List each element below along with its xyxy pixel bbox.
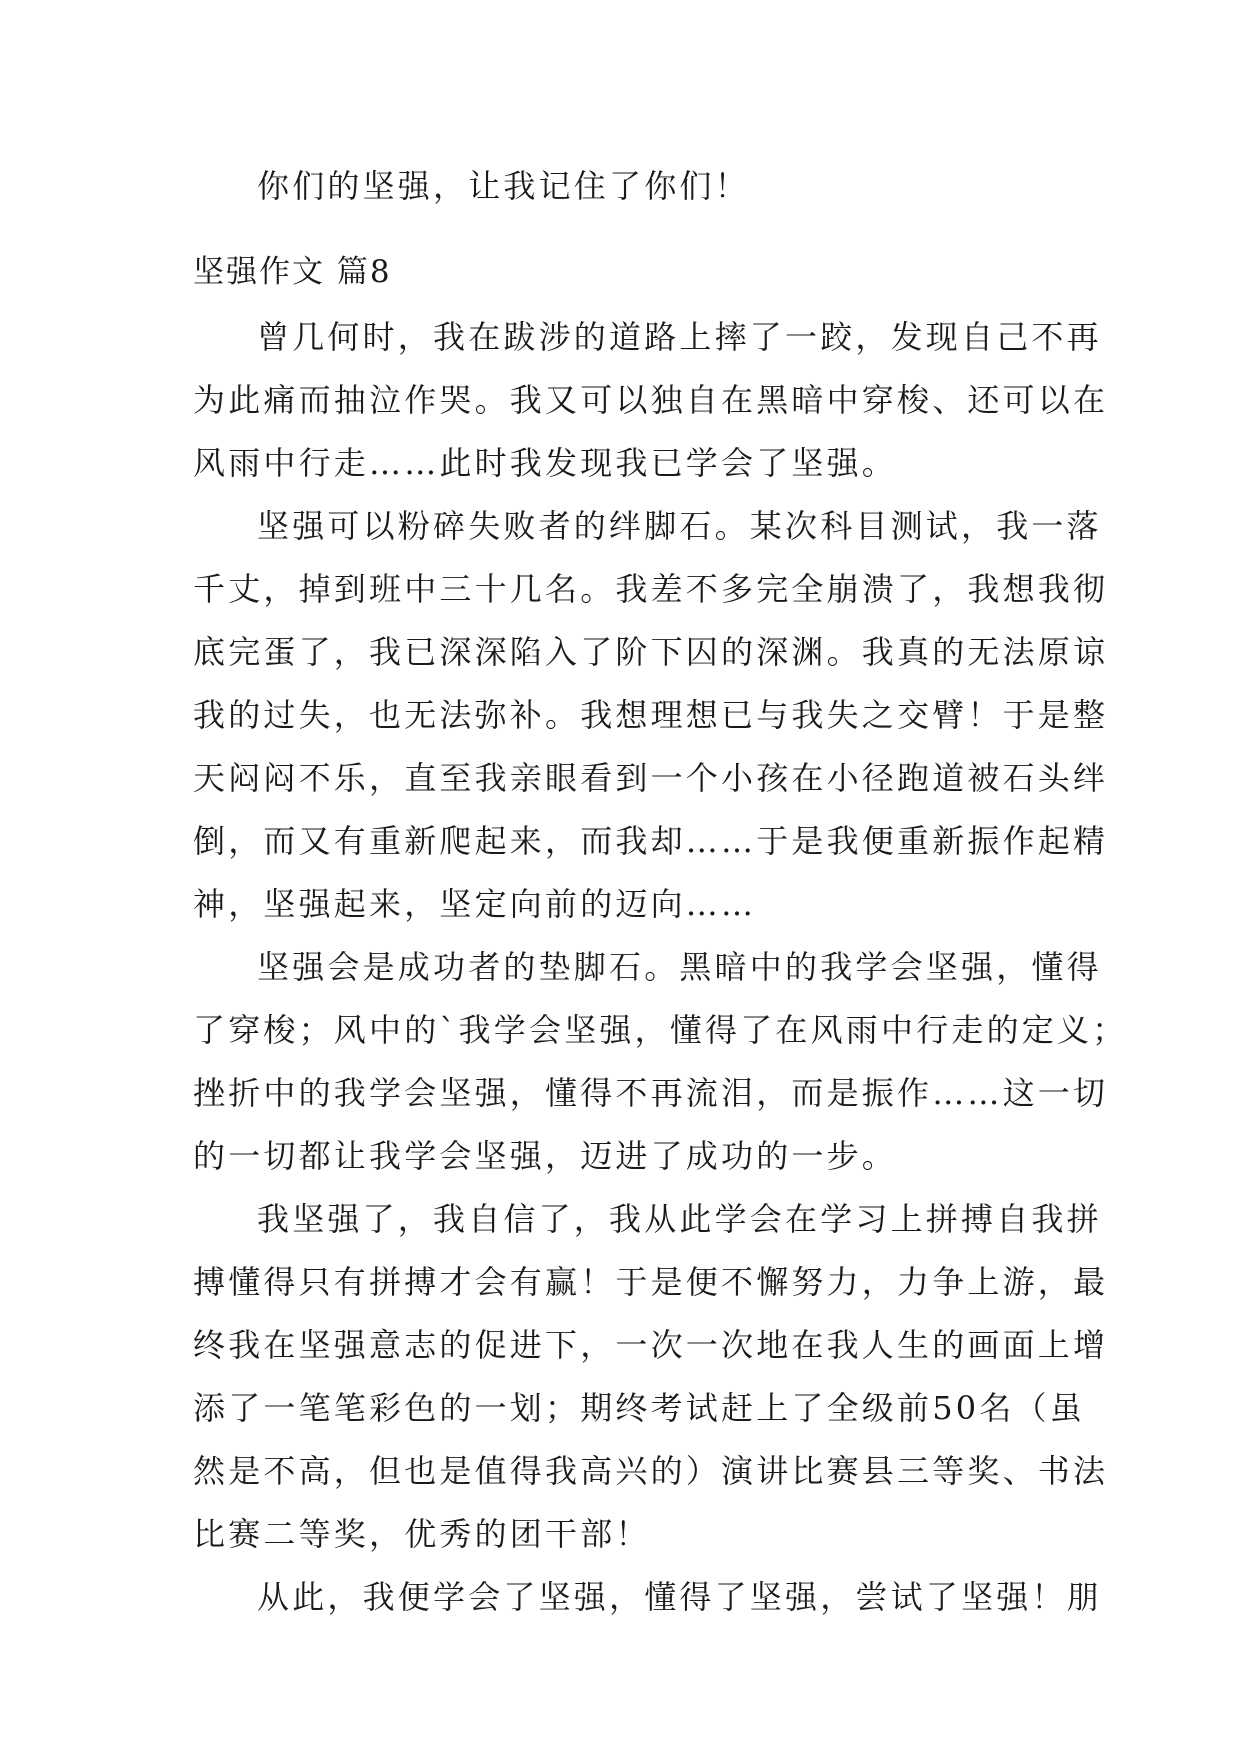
text-line: 天闷闷不乐，直至我亲眼看到一个小孩在小径跑道被石头绊 <box>193 759 1109 797</box>
text-line: 倒，而又有重新爬起来，而我却……于是我便重新振作起精 <box>193 822 1109 860</box>
text-line: 为此痛而抽泣作哭。我又可以独自在黑暗中穿梭、还可以在 <box>193 381 1109 419</box>
text-line: 坚强会是成功者的垫脚石。黑暗中的我学会坚强，懂得 <box>257 948 1102 986</box>
text-line: 添了一笔笔彩色的一划；期终考试赶上了全级前50名（虽 <box>193 1389 1085 1427</box>
text-line: 比赛二等奖，优秀的团干部！ <box>193 1515 651 1553</box>
text-line: 了穿梭；风中的`我学会坚强，懂得了在风雨中行走的定义； <box>193 1011 1128 1049</box>
text-line: 我的过失，也无法弥补。我想理想已与我失之交臂！于是整 <box>193 696 1109 734</box>
text-line: 曾几何时，我在跋涉的道路上摔了一跤，发现自己不再 <box>257 318 1102 356</box>
text-line: 你们的坚强，让我记住了你们！ <box>257 167 750 205</box>
text-line: 神，坚强起来，坚定向前的迈向…… <box>193 885 757 923</box>
text-line: 千丈，掉到班中三十几名。我差不多完全崩溃了，我想我彻 <box>193 570 1109 608</box>
text-line: 风雨中行走……此时我发现我已学会了坚强。 <box>193 444 898 482</box>
text-line: 搏懂得只有拼搏才会有赢！于是便不懈努力，力争上游，最 <box>193 1263 1109 1301</box>
text-line: 的一切都让我学会坚强，迈进了成功的一步。 <box>193 1137 898 1175</box>
text-line: 底完蛋了，我已深深陷入了阶下囚的深渊。我真的无法原谅 <box>193 633 1109 671</box>
text-line: 终我在坚强意志的促进下，一次一次地在我人生的画面上增 <box>193 1326 1109 1364</box>
text-line: 从此，我便学会了坚强，懂得了坚强，尝试了坚强！朋 <box>257 1578 1102 1616</box>
section-heading: 坚强作文 篇8 <box>193 254 392 290</box>
text-line: 挫折中的我学会坚强，懂得不再流泪，而是振作……这一切 <box>193 1074 1109 1112</box>
text-line: 然是不高，但也是值得我高兴的）演讲比赛县三等奖、书法 <box>193 1452 1109 1490</box>
text-line: 坚强可以粉碎失败者的绊脚石。某次科目测试，我一落 <box>257 507 1102 545</box>
text-line: 我坚强了，我自信了，我从此学会在学习上拼搏自我拼 <box>257 1200 1102 1238</box>
